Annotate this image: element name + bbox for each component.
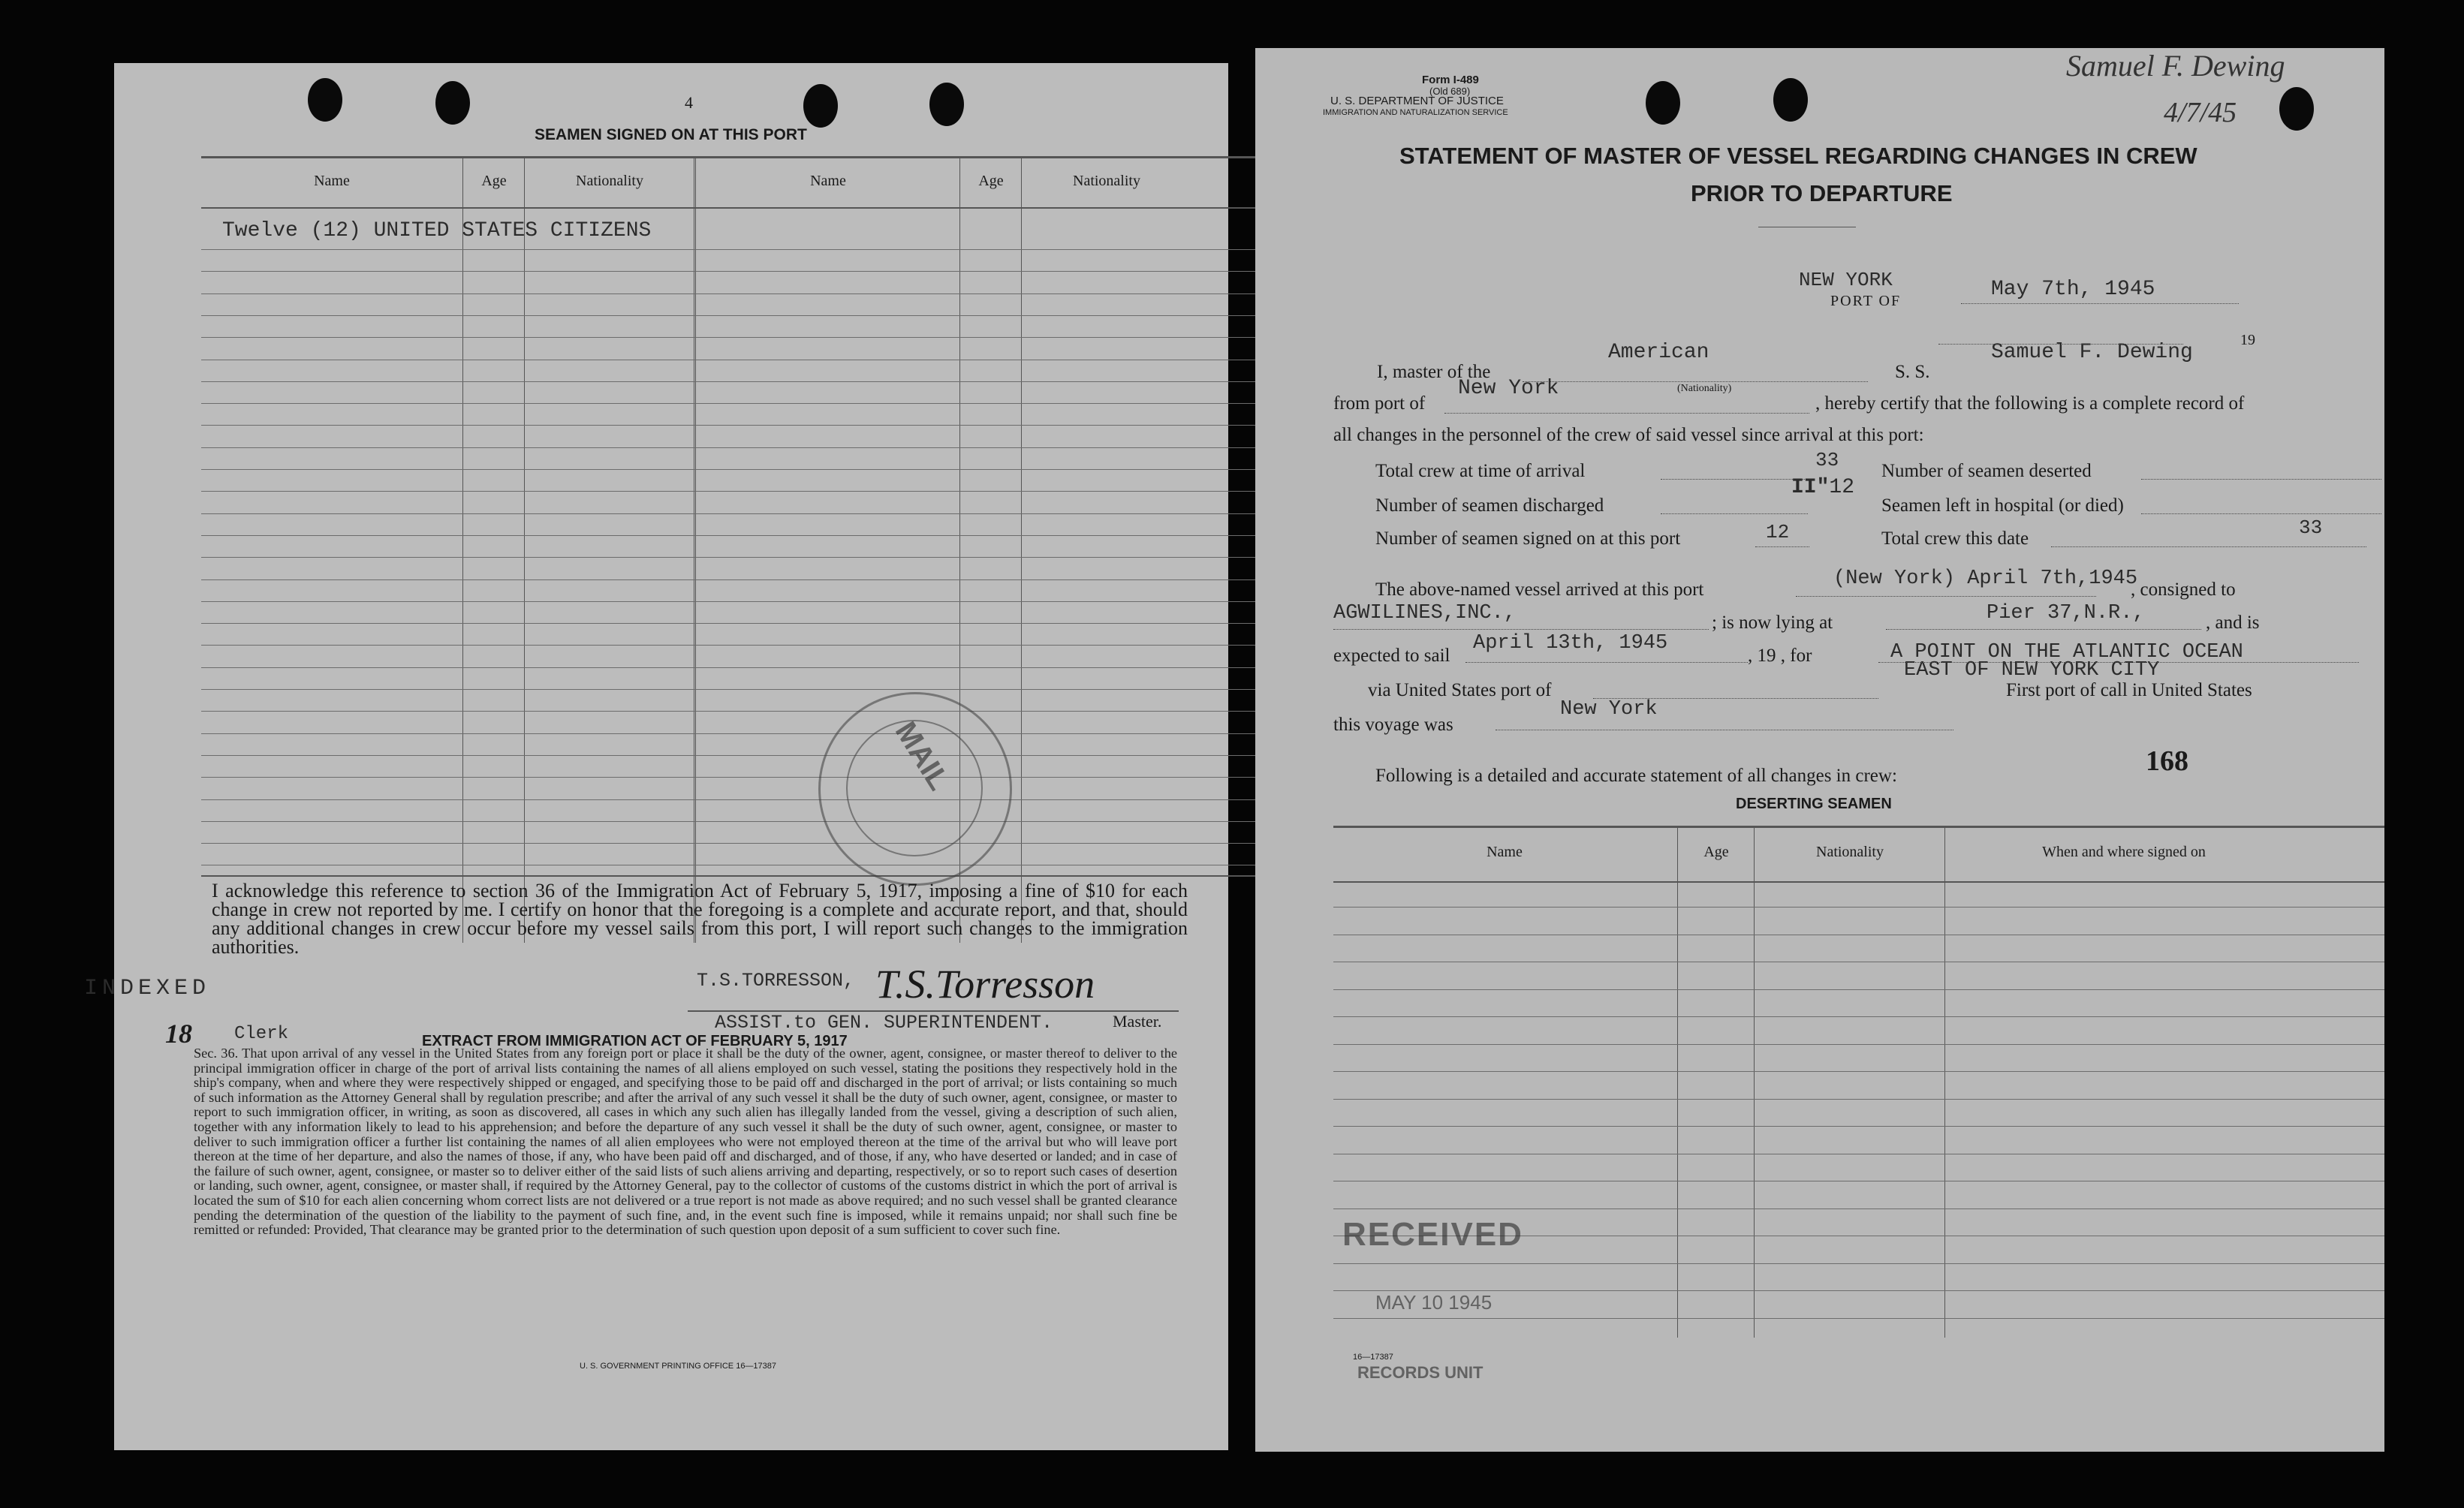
arrived-label: The above-named vessel arrived at this port (1375, 579, 1704, 600)
consigned-label: , consigned to (2131, 579, 2236, 600)
printing-office: U. S. GOVERNMENT PRINTING OFFICE 16—17387 (580, 1362, 777, 1371)
table-row-rule (201, 293, 1305, 294)
master-prefix: I, master of the (1377, 362, 1491, 382)
extract-title: EXTRACT FROM IMMIGRATION ACT OF FEBRUARY 5, 1917 (422, 1033, 848, 1049)
first-port-label: First port of call in United States (2006, 680, 2252, 700)
col-divider (1021, 158, 1022, 943)
arrived-value: (New York) April 7th,1945 (1833, 567, 2138, 590)
deserting-row-rule (1333, 1071, 2384, 1072)
punch-hole (929, 83, 964, 126)
table-row-rule (201, 579, 1305, 580)
service: IMMIGRATION AND NATURALIZATION SERVICE (1323, 108, 1508, 117)
table-row-rule (201, 645, 1305, 646)
punch-hole (1773, 78, 1808, 122)
master-label: Master. (1113, 1012, 1162, 1031)
indexed-stamp: INDEXED (84, 976, 211, 1001)
table-header-rule (201, 207, 1305, 209)
for-label: , 19 , for (1748, 646, 1812, 666)
total-crew-date-label: Total crew this date (1881, 528, 2029, 549)
deserting-row-rule (1333, 1044, 2384, 1045)
deserting-row-rule (1333, 1016, 2384, 1017)
records-unit-stamp: RECORDS UNIT (1357, 1363, 1484, 1382)
voyage-label: this voyage was (1333, 715, 1453, 735)
extract-text: Sec. 36. That upon arrival of any vessel in the United States from any foreign port or place it shall be the duty of the owner, agent, consignee, or master thereof to deliver to the principal immigration officer in charge of the port of arrival lists containing the names of all aliens employed on such vessel, stating the positions they respectively hold in the ship's company, when and where they were respectively shipped or engaged, and specifying those to be paid off and discharged in the port of arrival; or lists containing so much of such information as the Attorney General shall by regulation prescribe; and after the arrival of any such vessel it shall be the duty of such owner, agent, consignee, or master to report to such immigration officer, in writing, as soon as discovered, all cases in which any such alien has illegally landed from the vessel, giving a description of such alien, together with any information likely to lead to his apprehension; and before the departure of any such vessel it shall be the duty of such owner, agent, consignee, or master to deliver to such immigration officer a further list containing the names of all alien employees who were not employed thereon at the time of the arrival but who will leave port thereon at the time of her departure, and also the names of those, if any, who have been paid off and discharged, and of those, if any, who have deserted or landed; and in case of the failure of such owner, agent, consignee, or master so to deliver either of the said lists of such aliens arriving and departing, respectively, or so to report such cases of desertion or landing, such owner, agent, consignee, or master shall, if required by the Attorney General, pay to the collector of customs of the customs district in which the port of arrival is located the sum of $10 for each alien concerning whom correct lists are not delivered or a true report is not made as above required; and no such vessel shall be granted clearance pending the determination of the question of the liability to the payment of such fine, and, in the event such fine is imposed, while it remains unpaid; nor shall such fine be remitted or refunded: Provided, That clearance may be granted prior to the determination of such question upon deposit of a sum sufficient to cover such fine. (194, 1046, 1177, 1238)
col-header-nationality: Nationality (576, 173, 643, 189)
old-number: (Old 689) (1429, 86, 1471, 97)
table-row-rule (201, 711, 1305, 712)
table-row-rule (201, 249, 1305, 250)
ss-label: S. S. (1895, 362, 1930, 382)
destination-line-1: A POINT ON THE ATLANTIC OCEAN (1890, 641, 2243, 664)
year-suffix: 19 (2240, 332, 2255, 348)
total-crew-date: 33 (2299, 516, 2323, 539)
deserting-row-rule (1333, 1263, 2384, 1264)
hospital-label: Seamen left in hospital (or died) (1881, 495, 2124, 516)
table-row-rule (201, 403, 1305, 404)
deserting-table-header-rule (1333, 881, 2384, 883)
punch-hole (308, 78, 342, 122)
signed-on-value: 12 (1766, 521, 1790, 543)
department: U. S. DEPARTMENT OF JUSTICE (1330, 95, 1504, 107)
deserting-row-rule (1333, 907, 2384, 908)
deserting-col-age: Age (1703, 844, 1729, 860)
table-row-rule (201, 557, 1305, 558)
number-168: 168 (2146, 745, 2188, 777)
table-row-rule (201, 777, 1305, 778)
nationality-value: American (1608, 341, 1709, 364)
col-header-age: Age (481, 173, 507, 189)
table-row-rule (201, 821, 1305, 822)
certify-text-2: all changes in the personnel of the crew of said vessel since arrival at this port: (1333, 425, 1924, 445)
deserting-row-rule (1333, 1099, 2384, 1100)
expected-value: April 13th, 1945 (1473, 632, 1668, 655)
signer-name: T.S.TORRESSON, (697, 970, 855, 992)
mail-stamp-text: MAIL (888, 716, 956, 796)
deserting-table-top (1333, 826, 2384, 828)
nationality-label: (Nationality) (1677, 383, 1732, 394)
clerk-initials: 18 (165, 1019, 192, 1049)
port-label: PORT OF (1830, 293, 1902, 309)
mail-stamp (818, 692, 1012, 886)
voyage-value: New York (1560, 698, 1658, 721)
discharged-number: 12 (1829, 476, 1855, 499)
port-value: NEW YORK (1799, 269, 1893, 291)
received-date: MAY 10 1945 (1375, 1291, 1493, 1314)
form-title: STATEMENT OF MASTER OF VESSEL REGARDING CHANGES IN CREW (1399, 143, 2197, 169)
handwritten-name: Samuel F. Dewing (2066, 49, 2285, 83)
deserting-col-name: Name (1487, 844, 1523, 860)
punch-hole (803, 84, 838, 128)
table-row-rule (201, 491, 1305, 492)
from-port-value: New York (1458, 377, 1559, 400)
table-row-rule (201, 667, 1305, 668)
deserted-label: Number of seamen deserted (1881, 461, 2092, 481)
lying-label: ; is now lying at (1712, 613, 1833, 633)
col-divider (462, 158, 463, 943)
table-row-rule (201, 733, 1305, 734)
table-row-rule (201, 843, 1305, 844)
table-row-rule (201, 469, 1305, 470)
col-divider (524, 158, 525, 943)
signature: T.S.Torresson (875, 962, 1095, 1007)
col-header-nationality: Nationality (1073, 173, 1140, 189)
signer-title: ASSIST.to GEN. SUPERINTENDENT. (715, 1012, 1053, 1034)
table-row-rule (201, 425, 1305, 426)
right-page (1255, 48, 2384, 1452)
left-page-title: SEAMEN SIGNED ON AT THIS PORT (535, 126, 807, 143)
destination-line-2: EAST OF NEW YORK CITY (1904, 659, 2160, 682)
seamen-entry: Twelve (12) UNITED STATES CITIZENS (222, 219, 652, 242)
deserting-col-nationality: Nationality (1816, 844, 1884, 860)
table-top-rule (201, 156, 1305, 158)
table-row-rule (201, 447, 1305, 448)
col-divider (695, 158, 696, 943)
col-header-age: Age (978, 173, 1004, 189)
table-row-rule (201, 535, 1305, 536)
certify-text: , hereby certify that the following is a complete record of (1815, 393, 2245, 414)
handwritten-date: 4/7/45 (2164, 97, 2237, 128)
date-value: May 7th, 1945 (1991, 278, 2155, 301)
and-is-label: , and is (2206, 613, 2260, 633)
vessel-value: Samuel F. Dewing (1991, 341, 2193, 364)
table-row-rule (201, 799, 1305, 800)
deserting-row-rule (1333, 989, 2384, 990)
table-bottom-rule (201, 875, 1305, 877)
deserting-col-signed-on: When and where signed on (2042, 844, 2206, 860)
punch-hole (1646, 81, 1680, 125)
table-row-rule (201, 315, 1305, 316)
following-text: Following is a detailed and accurate statement of all changes in crew: (1375, 766, 1897, 786)
deserting-row-rule (1333, 1126, 2384, 1127)
table-row-rule (201, 337, 1305, 338)
table-row-rule (201, 623, 1305, 624)
total-crew-arrival: 33 (1815, 449, 1839, 471)
form-subtitle: PRIOR TO DEPARTURE (1691, 180, 1953, 206)
table-row-rule (201, 271, 1305, 272)
received-stamp: RECEIVED (1342, 1216, 1523, 1253)
discharged-value: II"12 (1791, 476, 1855, 499)
table-row-rule (201, 381, 1305, 382)
page-number: 4 (685, 93, 693, 112)
consignee-value: AGWILINES,INC., (1333, 602, 1517, 625)
clerk-stamp: Clerk (234, 1024, 289, 1044)
from-port-label: from port of (1333, 393, 1426, 414)
punch-hole (435, 81, 470, 125)
table-row-rule (201, 755, 1305, 756)
deserting-row-rule (1333, 1318, 2384, 1319)
acknowledgement-text: I acknowledge this reference to section 36 of the Immigration Act of February 5, 1917, imposing a fine of $10 for each change in crew not reported by me. I certify on honor that the foregoing is a complete and accurate report, and that, should any additional changes in crew occur before my vessel sails from this port, I will report such changes to the immigration authorities. (212, 880, 1188, 958)
total-crew-arrival-label: Total crew at time of arrival (1375, 461, 1586, 481)
punch-hole (2279, 87, 2314, 131)
discharged-label: Number of seamen discharged (1375, 495, 1604, 516)
via-label: via United States port of (1368, 680, 1552, 700)
form-number: Form I-489 (1422, 74, 1479, 86)
signed-on-label: Number of seamen signed on at this port (1375, 528, 1681, 549)
left-page (84, 63, 1228, 1450)
col-header-name: Name (314, 173, 350, 189)
lying-value: Pier 37,N.R., (1987, 602, 2145, 625)
table-row-rule (201, 601, 1305, 602)
col-header-name: Name (810, 173, 846, 189)
form-code: 16—17387 (1353, 1353, 1393, 1362)
expected-label: expected to sail (1333, 646, 1450, 666)
deserting-title: DESERTING SEAMEN (1736, 796, 1892, 812)
table-row-rule (201, 513, 1305, 514)
table-row-rule (201, 689, 1305, 690)
